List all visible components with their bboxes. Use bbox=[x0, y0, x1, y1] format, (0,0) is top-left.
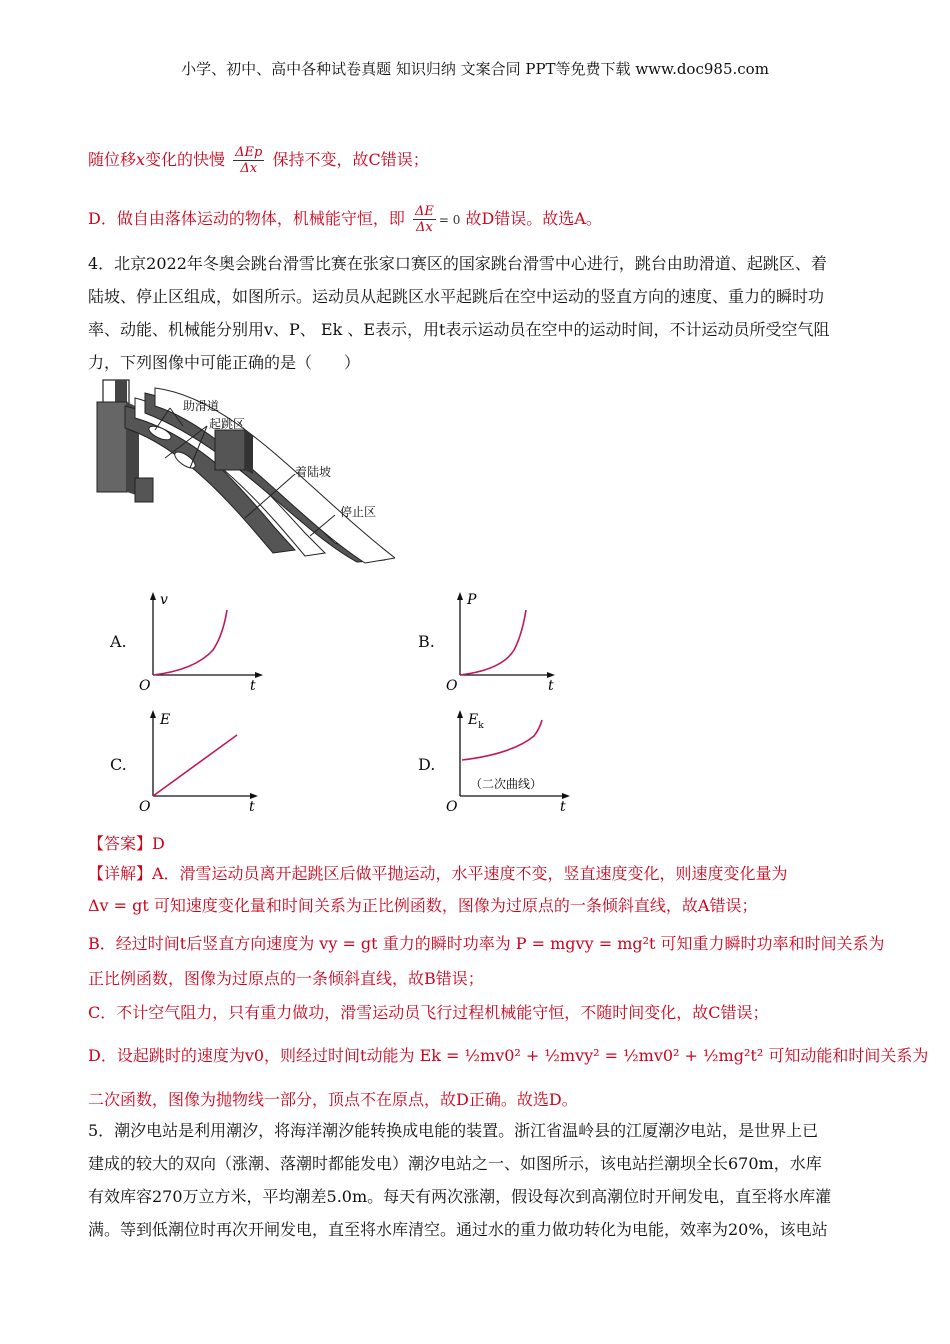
detail-line-5: C．不计空气阻力，只有重力做功，滑雪运动员飞行过程机械能守恒，不随时间变化，故C错误； bbox=[88, 1003, 769, 1022]
detail-line-2: Δv = gt 可知速度变化量和时间关系为正比例函数，图像为过原点的一条倾斜直线，故A错误； bbox=[88, 896, 758, 915]
svg-text:v: v bbox=[160, 592, 168, 608]
prev-d-line: D．做自由落体运动的物体，机械能守恒，即 $\frac{\Delta E}{\Delta x}$ = 0 故D错误。故选A。 bbox=[88, 204, 602, 235]
q5-line-2: 建成的较大的双向（涨潮、落潮时都能发电）潮汐电站之一、如图所示，该电站拦潮坝全长670m，水库 bbox=[88, 1154, 822, 1173]
curve-note: （二次曲线） bbox=[470, 777, 543, 791]
label-zhuoluopo: 着陆坡 bbox=[295, 465, 332, 479]
detail-line-7: 二次函数，图像为抛物线一部分，顶点不在原点，故D正确。故选D。 bbox=[88, 1090, 578, 1109]
q4-line-1: 4．北京2022年冬奥会跳台滑雪比赛在张家口赛区的国家跳台滑雪中心进行，跳台由助滑道、起跳区、着 bbox=[88, 254, 827, 273]
detail-line-1: 【详解】A．滑雪运动员离开起跳区后做平抛运动，水平速度不变，竖直速度变化，则速度变化量为 bbox=[88, 864, 788, 883]
option-b-label: B. bbox=[418, 632, 435, 651]
detail-line-3: B．经过时间t后竖直方向速度为 vy = gt 重力的瞬时功率为 P = mgvy = mg²t 可知重力瞬时功率和时间关系为 bbox=[88, 934, 885, 953]
q4-line-4: 力，下列图像中可能正确的是（ ） bbox=[88, 353, 361, 372]
detail-line-6: D．设起跳时的速度为v0，则经过时间t动能为 Ek = ½mv0² + ½mvy² = ½mv0² + ½mg²t² 可知动能和时间关系为 bbox=[88, 1046, 929, 1065]
option-b-graph bbox=[442, 590, 572, 695]
option-d-label: D. bbox=[418, 755, 436, 774]
option-c-label: C. bbox=[110, 755, 127, 774]
svg-text:t: t bbox=[560, 799, 566, 813]
svg-text:E: E bbox=[160, 712, 171, 728]
label-zhuhuadao: 助滑道 bbox=[183, 399, 220, 413]
label-qitiaoqu: 起跳区 bbox=[209, 417, 246, 431]
detail-line-4: 正比例函数，图像为过原点的一条倾斜直线，故B错误； bbox=[88, 969, 484, 988]
svg-text:t: t bbox=[249, 799, 255, 813]
svg-text:t: t bbox=[250, 678, 256, 694]
q5-line-1: 5．潮汐电站是利用潮汐，将海洋潮汐能转换成电能的装置。浙江省温岭县的江厦潮汐电站，是世界上已 bbox=[88, 1121, 819, 1140]
svg-text:P: P bbox=[467, 592, 477, 608]
fraction: $\frac{\Delta E}{\Delta x}$ bbox=[414, 204, 434, 235]
option-a-graph bbox=[135, 590, 265, 695]
q4-line-3: 率、动能、机械能分别用v、P、 Ek 、E表示，用t表示运动员在空中的运动时间，不计运动员所受空气阻 bbox=[88, 320, 830, 339]
q5-line-4: 满。等到低潮位时再次开闸发电，直至将水库清空。通过水的重力做功转化为电能，效率为20%，该电站 bbox=[88, 1220, 828, 1239]
option-d-graph bbox=[442, 708, 582, 813]
svg-text:O: O bbox=[446, 799, 458, 813]
answer: 【答案】D bbox=[88, 834, 165, 853]
q4-line-2: 陆坡、停止区组成，如图所示。运动员从起跳区水平起跳后在空中运动的竖直方向的速度、重力的瞬时功 bbox=[88, 287, 825, 306]
fraction: $\frac{\text{ΔEp}}{\Delta x}$ bbox=[235, 145, 263, 176]
page-header: 小学、初中、高中各种试卷真题 知识归纳 文案合同 PPT等免费下载 www.doc985.com bbox=[181, 60, 769, 78]
svg-text:O: O bbox=[139, 678, 151, 694]
prev-c-line: 随位移x变化的快慢 $\frac{\text{ΔEp}}{\Delta x}$ 保持不变，故C错误； bbox=[88, 145, 429, 176]
q5-line-3: 有效库容270万立方米，平均潮差5.0m。每天有两次涨潮，假设每次到高潮位时开闸发电，直至将水库灌 bbox=[88, 1187, 832, 1206]
ski-jump-figure bbox=[95, 378, 395, 568]
svg-text:O: O bbox=[446, 678, 458, 694]
label-tingzhiqu: 停止区 bbox=[340, 505, 377, 519]
svg-text:Ek: $E_k$ bbox=[468, 712, 484, 731]
svg-text:O: O bbox=[139, 799, 151, 813]
option-c-graph bbox=[135, 708, 265, 813]
svg-text:t: t bbox=[548, 678, 554, 694]
option-a-label: A. bbox=[110, 632, 127, 651]
